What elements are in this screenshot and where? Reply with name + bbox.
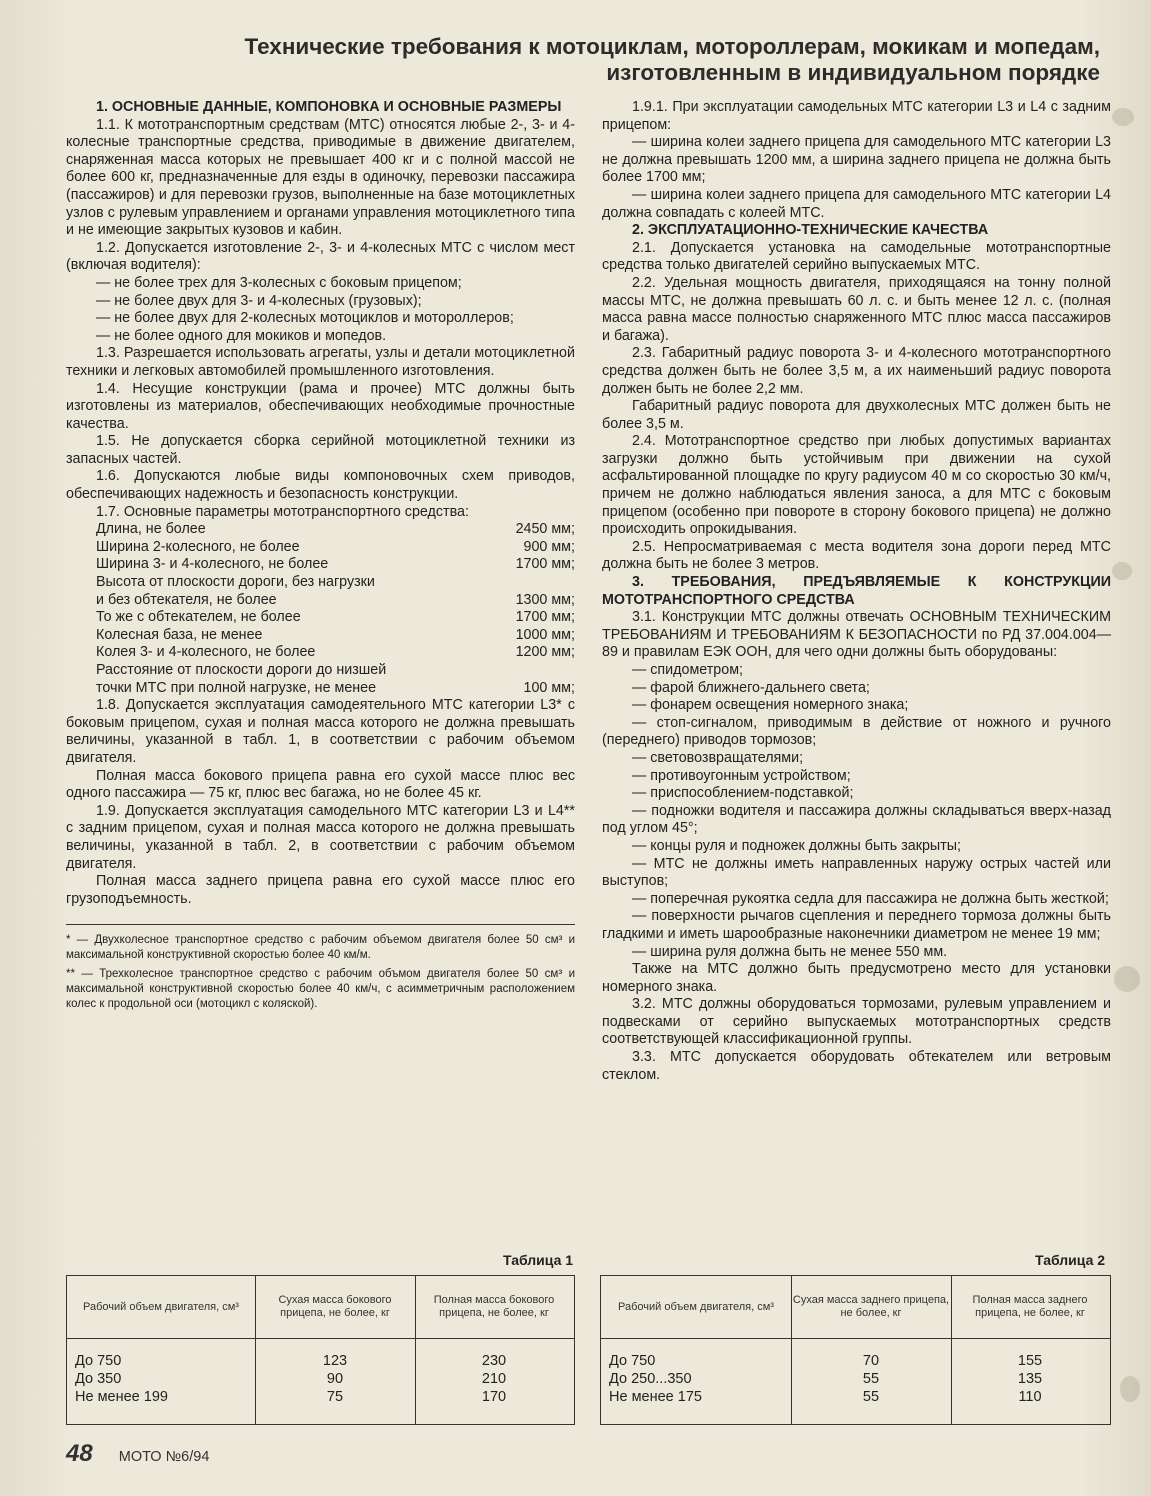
table-row: До 250...350 55 135 bbox=[609, 1371, 1043, 1387]
para-1-6: 1.6. Допускаются любые виды компоновочных схем приводов, обеспечивающих надежность и безопасность конструкции. bbox=[66, 468, 575, 503]
equipment-item: — стоп-сигналом, приводимым в действие от ножного и ручного (переднего) приводов тормозов; bbox=[602, 714, 1111, 749]
table-body bbox=[67, 1352, 574, 1406]
para-2-4: 2.4. Мототранспортное средство при любых допустимых вариантах загрузки должно быть устойчивым при движении на сухой асфальтированной площадке по кругу радиусом 40 м со скоростью 30 км/ч, причем не должно наблюдаться явления заноса, а для МТС с боковым прицепом (особенно при повороте в сторону бокового прицепа) не должно происходить опрокидывания. bbox=[602, 433, 1111, 538]
para-3-1: 3.1. Конструкции МТС должны отвечать ОСНОВНЫМ ТЕХНИЧЕСКИМ ТРЕБОВАНИЯМ И ТРЕБОВАНИЯМ К БЕЗОПАСНОСТИ по РД 37.004.004—89 и правилам ЕЭК ООН, для чего одни должны быть оборудованы: bbox=[602, 609, 1111, 661]
param-row: То же с обтекателем, не более 1700 мм; bbox=[96, 609, 575, 626]
right-column bbox=[602, 99, 1111, 1084]
table-2-caption: Таблица 2 bbox=[1035, 1252, 1106, 1268]
dash-item: — не более трех для 3-колесных с боковым прицепом; bbox=[96, 274, 462, 291]
table-header-cell: Рабочий объем двигателя, см³ bbox=[618, 1300, 774, 1313]
dash-item: — не более двух для 3- и 4-колесных (грузовых); bbox=[96, 292, 422, 309]
param-row: Длина, не более 2450 мм; bbox=[96, 521, 575, 538]
equipment-item: — приспособлением-подставкой; bbox=[632, 785, 854, 802]
table-row: Не менее 175 55 110 bbox=[609, 1389, 1042, 1405]
param-row: Ширина 2-колесного, не более 900 мм; bbox=[96, 538, 575, 555]
page-footer bbox=[66, 1440, 209, 1468]
table-row: До 350 90 210 bbox=[75, 1371, 507, 1387]
page-wear-mark bbox=[1120, 1376, 1140, 1402]
param-row: и без обтекателя, не более 1300 мм; bbox=[96, 591, 575, 608]
table-1-caption: Таблица 1 bbox=[503, 1252, 574, 1268]
para-1-9: 1.9. Допускается эксплуатация самодельного МТС категории L3 и L4** с задним прицепом, сухая и полная масса которого не должна превышать величины, указанной в табл. 2, в соответствии с рабочим объемом двигателя. bbox=[66, 802, 575, 872]
table-header-cell: Полная масса бокового прицепа, не более, кг bbox=[433, 1294, 555, 1319]
equipment-item: — МТС не должны иметь направленных наружу острых частей или выступов; bbox=[602, 855, 1111, 890]
dash-item: — не более одного для мокиков и мопедов. bbox=[96, 327, 387, 344]
equipment-item: — спидометром; bbox=[632, 662, 743, 678]
para-1-7: 1.7. Основные параметры мототранспортного средства: bbox=[96, 503, 469, 520]
table-header bbox=[67, 1276, 574, 1339]
para-2-3-note: Габаритный радиус поворота для двухколесных МТС должен быть не более 3,5 м. bbox=[602, 398, 1111, 432]
table-header-cell: Сухая масса заднего прицепа, не более, кг bbox=[792, 1294, 950, 1319]
equipment-item: — фонарем освещения номерного знака; bbox=[632, 697, 909, 714]
param-row: Колея 3- и 4-колесного, не более 1200 мм; bbox=[96, 644, 575, 661]
para-3-2: 3.2. МТС должны оборудоваться тормозами, рулевым управлением и подвесками от серийно выпускаемых мототранспортных средств соответствующей классификационной группы. bbox=[602, 996, 1111, 1048]
para-1-8-note: Полная масса бокового прицепа равна его сухой массе плюс вес одного пассажира — 75 кг, плюс вес багажа, но не более 45 кг. bbox=[66, 767, 575, 802]
para-1-1: 1.1. К мототранспортным средствам (МТС) относятся любые 2-, 3- и 4-колесные транспортные средства, приводимые в движение двигателем, снаряженная масса которых не превышает 400 кг и с полной массой не более 600 кг, предназначенные для езды в одиночку, перевозки пассажира (пассажиров) и для перевозки грузов, выполненные на базе мотоциклетных узлов с рулевым управлением и органами управления мотоциклетного типа и не имеющие закрытых кузовов и кабин. bbox=[66, 116, 575, 239]
para-3-3: 3.3. МТС допускается оборудовать обтекателем или ветровым стеклом. bbox=[602, 1049, 1111, 1083]
article-title-line-2: изготовленным в индивидуальном порядке bbox=[606, 60, 1100, 85]
equipment-item: — поверхности рычагов сцепления и переднего тормоза должны быть гладкими и иметь шарообразные наконечники диаметром не менее 19 мм; bbox=[602, 908, 1111, 942]
equipment-item: — ширина руля должна быть не менее 550 мм. bbox=[632, 943, 948, 960]
para-1-3: 1.3. Разрешается использовать агрегаты, узлы и детали мотоциклетной техники и легковых автомобилей промышленного изготовления. bbox=[66, 345, 575, 379]
table-row: До 750 123 230 bbox=[75, 1353, 507, 1369]
magazine-issue: МОТО №6/94 bbox=[118, 1449, 210, 1465]
table-1 bbox=[66, 1275, 575, 1425]
dash-item: — не более двух для 2-колесных мотоциклов и мотороллеров; bbox=[96, 310, 514, 327]
equipment-item: — поперечная рукоятка седла для пассажира не должна быть жесткой; bbox=[632, 890, 1109, 907]
params-list bbox=[66, 521, 575, 697]
equipment-item: — световозвращателями; bbox=[632, 749, 804, 766]
para-2-3: 2.3. Габаритный радиус поворота 3- и 4-колесного мототранспортного средства должен быть не более 3,5 м, а их наименьший радиус поворота должен быть не более 2,2 мм. bbox=[602, 345, 1111, 397]
para-1-4: 1.4. Несущие конструкции (рама и прочее) МТС должны быть изготовлены из материалов, обеспечивающих необходимые прочностные качества. bbox=[66, 380, 575, 432]
dash-item: — ширина колеи заднего прицепа для самодельного МТС категории L4 должна совпадать с колеей МТС. bbox=[602, 186, 1111, 221]
equipment-item: — фарой ближнего-дальнего света; bbox=[632, 679, 870, 696]
table-header-cell: Сухая масса бокового прицепа, не более, кг bbox=[278, 1294, 392, 1319]
param-row: Высота от плоскости дороги, без нагрузки bbox=[96, 574, 375, 591]
para-1-9-note: Полная масса заднего прицепа равна его сухой массе плюс его грузоподъемность. bbox=[66, 873, 575, 907]
article-title-line-1: Технические требования к мотоциклам, мотороллерам, мокикам и мопедам, bbox=[244, 34, 1100, 59]
section-3-heading: 3. ТРЕБОВАНИЯ, ПРЕДЪЯВЛЯЕМЫЕ К КОНСТРУКЦИИ МОТОТРАНСПОРТНОГО СРЕДСТВА bbox=[602, 574, 1111, 608]
page-number: 48 bbox=[66, 1440, 93, 1467]
page-wear-mark bbox=[1114, 966, 1140, 992]
para-2-5: 2.5. Непросматриваемая с места водителя зона дороги перед МТС должна быть не более 3 метров. bbox=[602, 538, 1111, 573]
para-2-2: 2.2. Удельная мощность двигателя, приходящаяся на тонну полной массы МТС, не должна превышать 60 л. с. и быть менее 12 л. с. (полная масса равна массе полностью снаряженного МТС плюс масса пассажиров и багажа). bbox=[602, 274, 1111, 344]
param-row: точки МТС при полной нагрузке, не менее 100 мм; bbox=[96, 679, 575, 696]
page-wear-mark bbox=[1112, 108, 1134, 126]
param-row: Расстояние от плоскости дороги до низшей bbox=[96, 662, 387, 678]
table-2 bbox=[600, 1275, 1111, 1425]
footnote-2: ** — Трехколесное транспортное средство с рабочим объмом двигателя более 50 см³ и максимальной конструктивной скоростью более 40 км/ч, с асимметричным расположением колес к продольной оси (мотоцикл с коляской). bbox=[66, 968, 575, 1011]
table-header bbox=[601, 1276, 1110, 1339]
page-wear-mark bbox=[1112, 562, 1132, 580]
para-1-2: 1.2. Допускается изготовление 2-, 3- и 4-колесных МТС с числом мест (включая водителя): bbox=[66, 239, 575, 274]
table-row: До 750 70 155 bbox=[609, 1353, 1043, 1369]
section-2-heading: 2. ЭКСПЛУАТАЦИОННО-ТЕХНИЧЕСКИЕ КАЧЕСТВА bbox=[632, 222, 989, 239]
para-3-1-note: Также на МТС должно быть предусмотрено место для установки номерного знака. bbox=[602, 961, 1111, 995]
footnote-divider bbox=[66, 924, 575, 925]
param-row: Ширина 3- и 4-колесного, не более 1700 мм; bbox=[96, 556, 575, 573]
equipment-item: — концы руля и подножек должны быть закрыты; bbox=[632, 837, 962, 854]
footnote-1: * — Двухколесное транспортное средство с рабочим объемом двигателя более 50 см³ и максимальной конструктивной скоростью более 40 км/м. bbox=[66, 934, 575, 962]
left-column bbox=[66, 99, 575, 1012]
param-row: Колесная база, не менее 1000 мм; bbox=[96, 626, 575, 643]
dash-item: — ширина колеи заднего прицепа для самодельного МТС категории L3 не должна превышать 1200 мм, а ширина заднего прицепа не должна быть более 1700 мм; bbox=[602, 134, 1111, 186]
table-row: Не менее 199 75 170 bbox=[75, 1389, 507, 1405]
para-1-5: 1.5. Не допускается сборка серийной мотоциклетной техники из запасных частей. bbox=[66, 433, 575, 467]
equipment-item: — противоугонным устройством; bbox=[632, 767, 851, 784]
section-1-heading: 1. ОСНОВНЫЕ ДАННЫЕ, КОМПОНОВКА И ОСНОВНЫЕ РАЗМЕРЫ bbox=[96, 99, 562, 115]
article-title bbox=[60, 34, 1100, 86]
table-header-cell: Рабочий объем двигателя, см³ bbox=[83, 1300, 239, 1313]
table-header-cell: Полная масса заднего прицепа, не более, кг bbox=[972, 1294, 1088, 1319]
para-1-9-1: 1.9.1. При эксплуатации самодельных МТС категории L3 и L4 с задним прицепом: bbox=[602, 99, 1111, 133]
para-1-8: 1.8. Допускается эксплуатация самодеятельного МТС категории L3* с боковым прицепом, сухая и полная масса которого не должна превышать величины, указанной в табл. 1, в соответствии с рабочим объемом двигателя. bbox=[66, 697, 575, 766]
equipment-item: — подножки водителя и пассажира должны складываться вверх-назад под углом 45°; bbox=[602, 802, 1111, 837]
para-2-1: 2.1. Допускается установка на самодельные мототранспортные средства только двигателей серийно выпускаемых МТС. bbox=[602, 239, 1111, 274]
table-body bbox=[601, 1352, 1110, 1406]
